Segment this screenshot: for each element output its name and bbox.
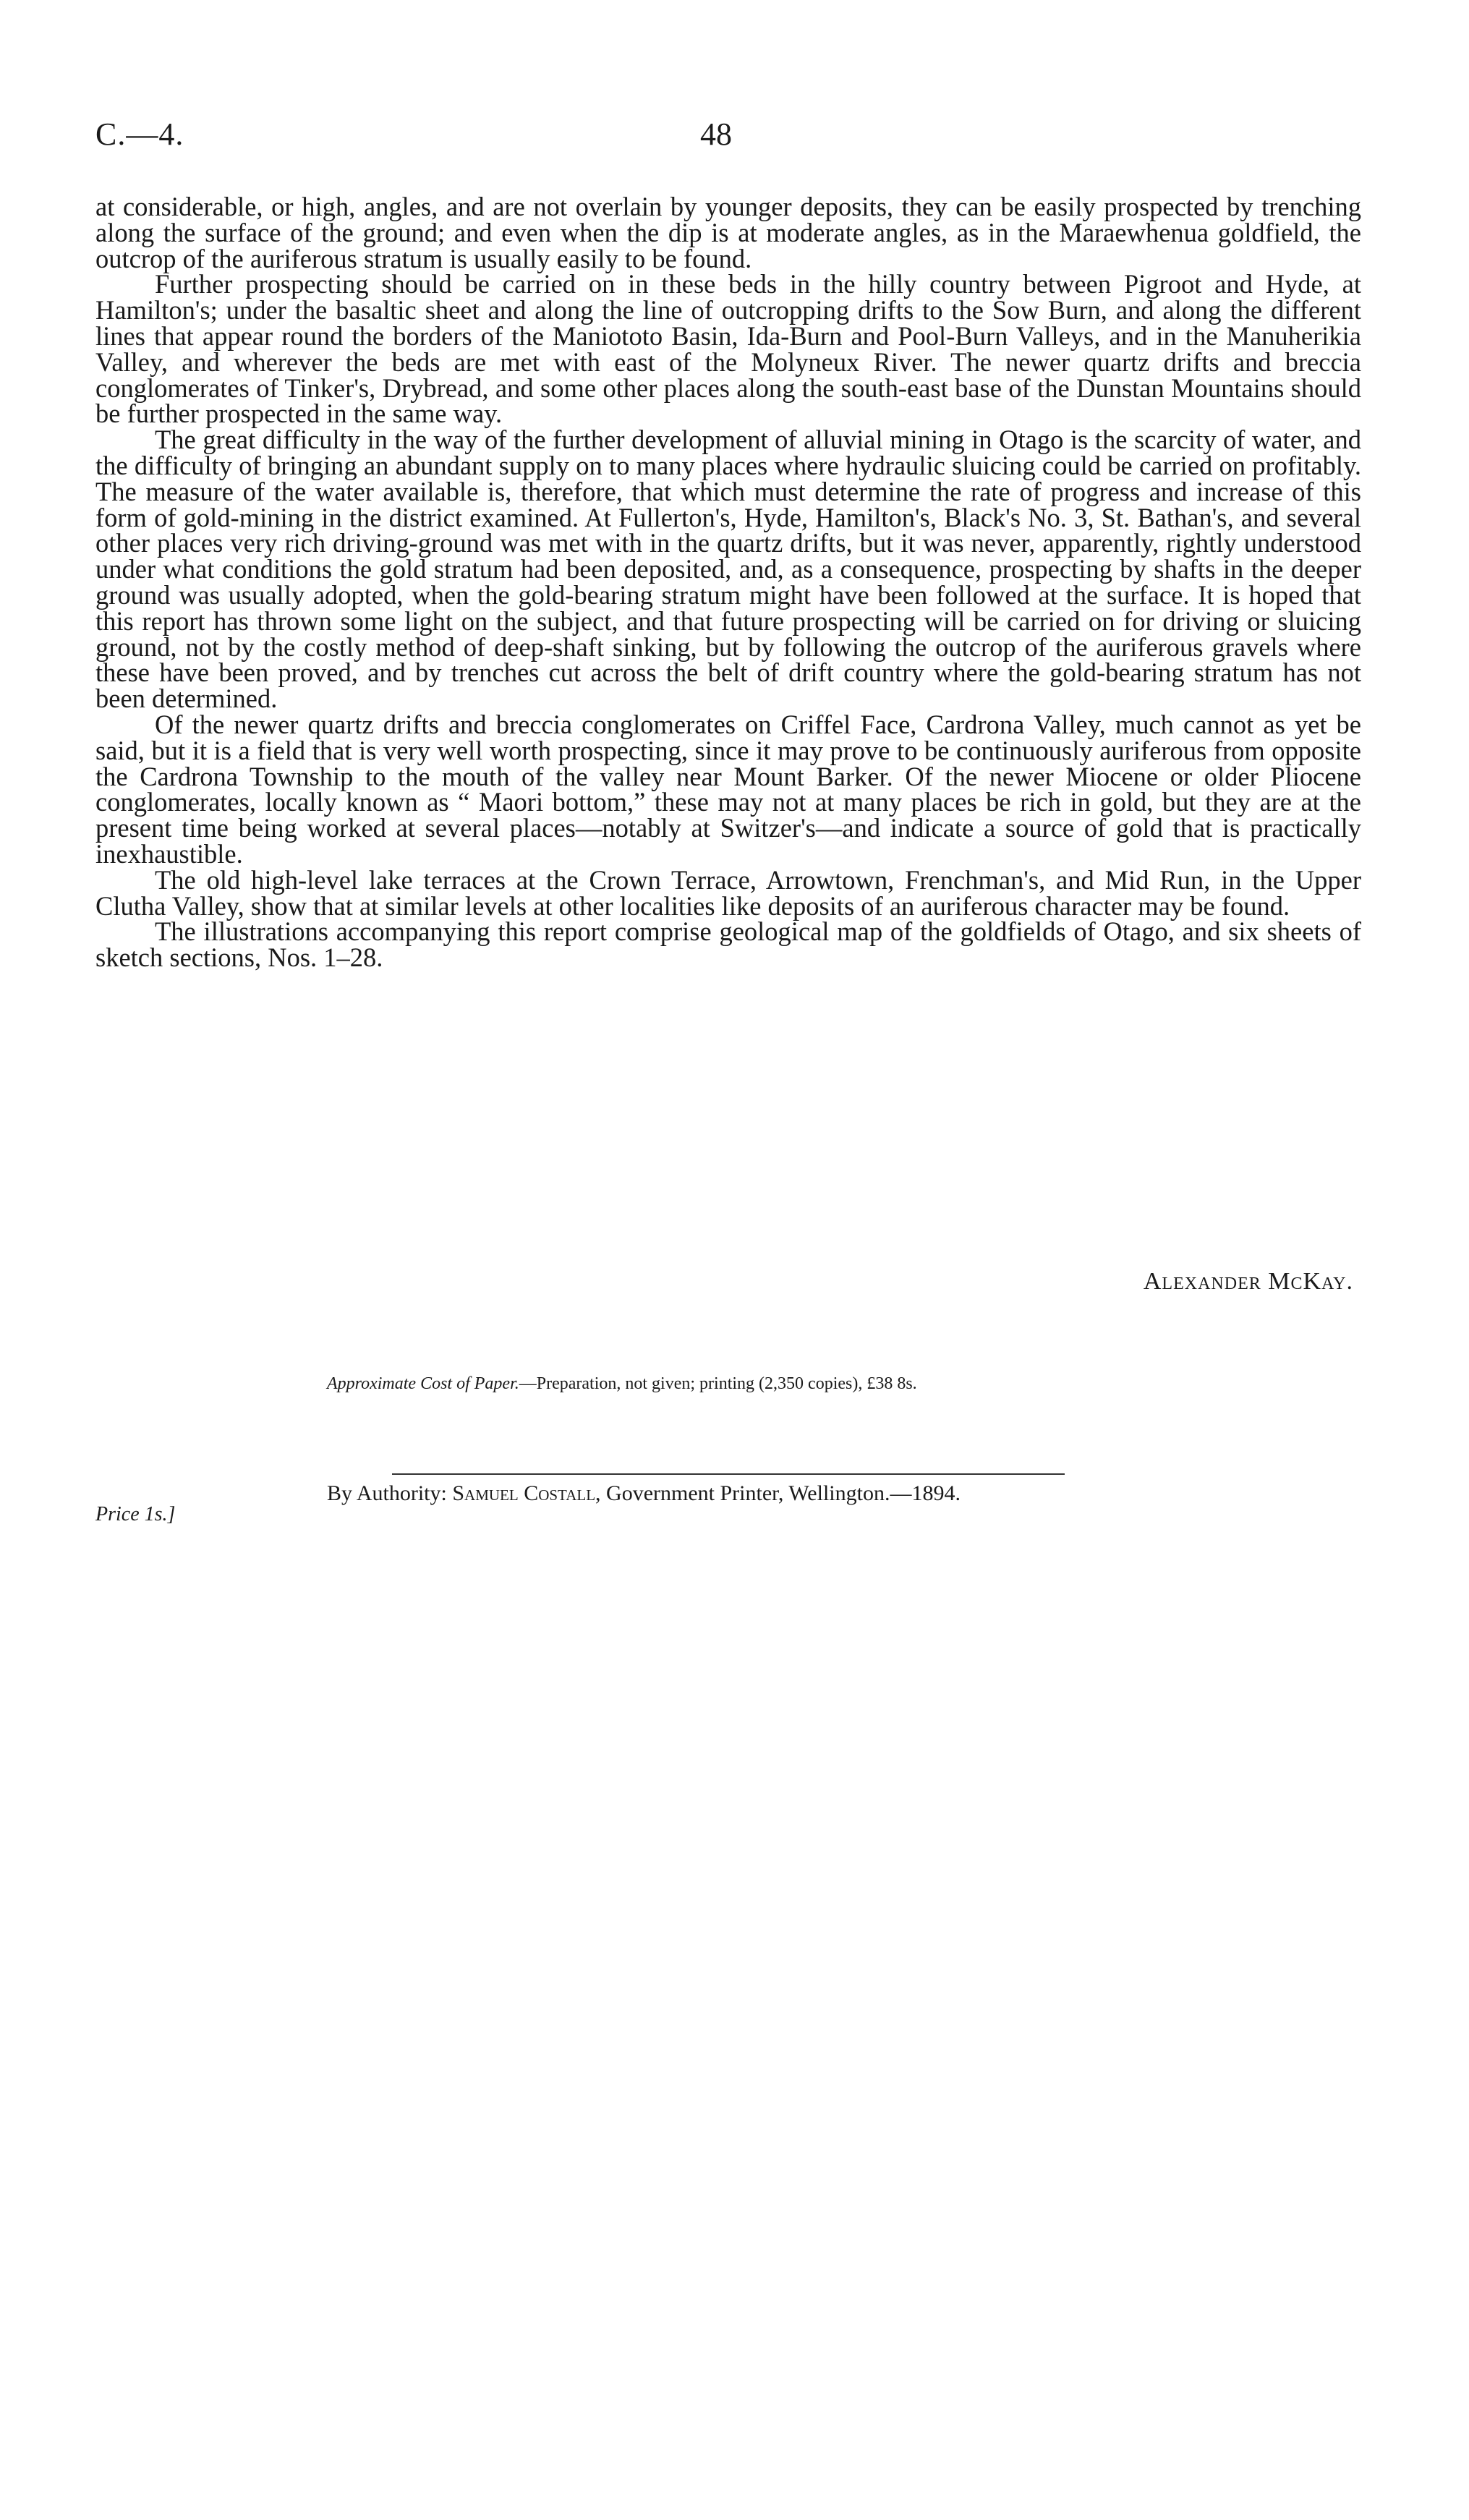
authority-prefix: By Authority:	[327, 1481, 453, 1505]
document-code: C.—4.	[95, 116, 184, 152]
cost-of-paper	[327, 1374, 917, 1394]
paragraph: The great difficulty in the way of the further development of alluvial mining in Otago is the scarcity of water, and the difficulty of bringing an abundant supply on to many places where hydraulic sluicing could be carried on profitably. The measure of the water available is, therefore, that which must determine the rate of progress and increase of this form of gold-mining in the district examined. At Fullerton's, Hyde, Hamilton's, Black's No. 3, St. Bathan's, and several other places very rich driving-ground was met with in the quartz drifts, but it was never, apparently, rightly understood under what conditions the gold stratum had been deposited, and, as a consequence, prospecting by shafts in the deeper ground was usually adopted, when the gold-bearing stratum might have been followed at the surface. It is hoped that this report has thrown some light on the subject, and that future prospecting will be carried on for driving or sluicing ground, not by the costly method of deep-shaft sinking, but by following the outcrop of the auriferous gravels where these have been proved, and by trenches cut across the belt of drift country where the gold-bearing stratum has not been determined.	[95, 425, 1361, 714]
paragraph: The old high-level lake terraces at the Crown Terrace, Arrowtown, Frenchman's, and Mid Run, in the Upper Clutha Valley, show that at similar levels at other localities like deposits of an auriferous character may be found.	[95, 864, 1361, 921]
paragraph: Further prospecting should be carried on in these beds in the hilly country between Pigroot and Hyde, at Hamilton's; under the basaltic sheet and along the line of outcropping drifts to the Sow Burn, and along the different lines that appear round the borders of the Maniototo Basin, Ida-Burn and Pool-Burn Valleys, and in the Manuherikia Valley, and wherever the beds are met with east of the Molyneux River. The newer quartz drifts and breccia conglomerates of Tinker's, Drybread, and some other places along the south-east base of the Dunstan Mountains should be further prospected in the same way.	[95, 269, 1361, 429]
price-note: Price 1s.]	[95, 1503, 176, 1525]
author-signature: Alexander McKay.	[1143, 1268, 1353, 1295]
page-number: 48	[700, 116, 732, 152]
paragraph: at considerable, or high, angles, and are not overlain by younger deposits, they can be easily prospected by trenching along the surface of the ground; and even when the dip is at moderate angles, as in the Maraewhenua goldfield, the outcrop of the auriferous stratum is usually easily to be found.	[95, 192, 1361, 273]
cost-label: Approximate Cost of Paper.	[327, 1374, 519, 1393]
paragraph: The illustrations accompanying this report comprise geological map of the goldfields of Otago, and six sheets of sketch sections, Nos. 1–28.	[95, 916, 1361, 973]
paragraph: Of the newer quartz drifts and breccia conglomerates on Criffel Face, Cardrona Valley, much cannot as yet be said, but it is a field that is very well worth prospecting, since it may prove to be continuously auriferous from opposite the Cardrona Township to the mouth of the valley near Mount Barker. Of the newer Miocene or older Pliocene conglomerates, locally known as “ Maori bottom,” these may not at many places be rich in gold, but they are at the present time being worked at several places—notably at Switzer's—and indicate a source of gold that is practically inexhaustible.	[95, 709, 1361, 869]
divider	[392, 1473, 1065, 1475]
authority-suffix: , Government Printer, Wellington.—1894.	[595, 1481, 961, 1505]
cost-detail: —Preparation, not given; printing (2,350 copies), £38 8s.	[519, 1374, 917, 1393]
body-text	[95, 194, 1361, 971]
printer-authority	[327, 1481, 961, 1506]
printer-name: Samuel Costall	[452, 1481, 596, 1505]
